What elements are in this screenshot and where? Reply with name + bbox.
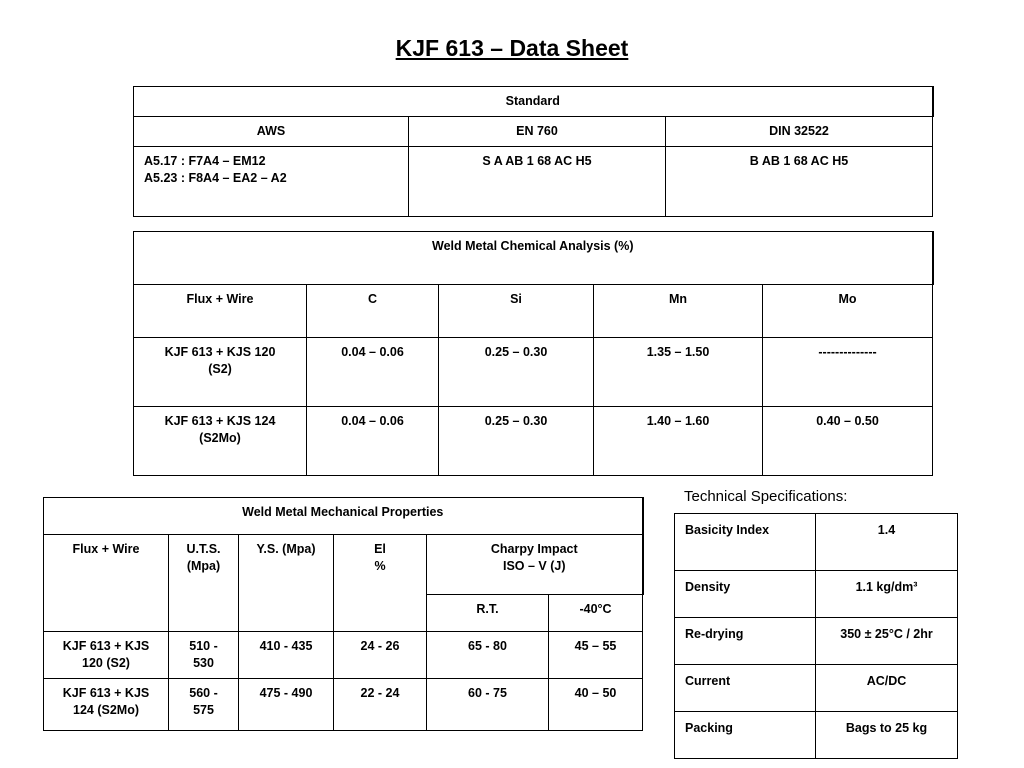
spec-value: 1.4: [816, 514, 958, 571]
si-column-header: Si: [439, 285, 594, 338]
flux-wire-cell: [44, 679, 169, 731]
spec-value: 1.1 kg/dm³: [816, 571, 958, 618]
spec-label: Re-drying: [675, 618, 816, 665]
en760-column-header: EN 760: [409, 117, 666, 147]
el-cell: 24 - 26: [334, 632, 427, 679]
table-row: [675, 571, 958, 618]
page-title: KJF 613 – Data Sheet: [395, 35, 629, 61]
table-row: [134, 338, 933, 407]
flux-wire-cell: [134, 338, 307, 407]
chemical-header: Weld Metal Chemical Analysis (%): [134, 232, 933, 285]
technical-specifications-heading: Technical Specifications:: [684, 488, 848, 505]
ys-column-header: Y.S. (Mpa): [239, 535, 334, 632]
mn-column-header: Mn: [594, 285, 763, 338]
spec-label: Density: [675, 571, 816, 618]
mo-column-header: Mo: [763, 285, 933, 338]
el-unit: %: [374, 559, 386, 573]
table-row: [675, 514, 958, 571]
spec-value: AC/DC: [816, 665, 958, 712]
rt-cell: 65 - 80: [427, 632, 549, 679]
uts-label: U.T.S.: [186, 542, 221, 556]
c-cell: 0.04 – 0.06: [307, 338, 439, 407]
combo-line: 124 (S2Mo): [73, 703, 139, 717]
minus40-cell: 45 – 55: [549, 632, 643, 679]
spec-label: Basicity Index: [675, 514, 816, 571]
si-cell: 0.25 – 0.30: [439, 407, 594, 476]
minus40-cell: 40 – 50: [549, 679, 643, 731]
flux-wire-cell: [44, 632, 169, 679]
combo-line: (S2Mo): [199, 431, 241, 445]
combo-line: (S2): [208, 362, 232, 376]
en760-value: S A AB 1 68 AC H5: [409, 147, 666, 217]
mn-cell: 1.35 – 1.50: [594, 338, 763, 407]
si-cell: 0.25 – 0.30: [439, 338, 594, 407]
charpy-column-header: [427, 535, 643, 595]
spec-label: Current: [675, 665, 816, 712]
el-label: El: [374, 542, 386, 556]
mo-cell: --------------: [763, 338, 933, 407]
flux-wire-cell: [134, 407, 307, 476]
mechanical-header: Weld Metal Mechanical Properties: [44, 498, 643, 535]
uts-line: 575: [193, 703, 214, 717]
din-column-header: DIN 32522: [666, 117, 933, 147]
c-cell: 0.04 – 0.06: [307, 407, 439, 476]
c-column-header: C: [307, 285, 439, 338]
aws-value-cell: [134, 147, 409, 217]
el-column-header: [334, 535, 427, 632]
rt-cell: 60 - 75: [427, 679, 549, 731]
combo-line: KJF 613 + KJS: [62, 639, 150, 653]
aws-line: A5.17 : F7A4 – EM12: [144, 154, 266, 168]
technical-specifications-table: [674, 513, 958, 759]
table-row: [44, 679, 643, 731]
uts-cell: [169, 679, 239, 731]
flux-wire-column-header: Flux + Wire: [134, 285, 307, 338]
standard-header: Standard: [134, 87, 933, 117]
rt-column-header: R.T.: [427, 595, 549, 632]
mechanical-properties-table: [43, 497, 644, 731]
mn-cell: 1.40 – 1.60: [594, 407, 763, 476]
uts-unit: (Mpa): [186, 559, 221, 573]
table-row: [675, 665, 958, 712]
combo-line: KJF 613 + KJS: [62, 686, 150, 700]
standard-table: [133, 86, 934, 217]
charpy-label: Charpy Impact: [490, 542, 578, 556]
combo-line: 120 (S2): [82, 656, 130, 670]
uts-line: 530: [193, 656, 214, 670]
spec-value: Bags to 25 kg: [816, 712, 958, 759]
mo-cell: 0.40 – 0.50: [763, 407, 933, 476]
table-row: [675, 618, 958, 665]
table-row: [675, 712, 958, 759]
combo-line: KJF 613 + KJS 120: [164, 345, 276, 359]
uts-column-header: [169, 535, 239, 632]
table-row: [134, 407, 933, 476]
flux-wire-column-header: Flux + Wire: [44, 535, 169, 632]
aws-column-header: AWS: [134, 117, 409, 147]
combo-line: KJF 613 + KJS 124: [164, 414, 276, 428]
uts-line: 560 -: [189, 686, 218, 700]
aws-line: A5.23 : F8A4 – EA2 – A2: [144, 171, 287, 185]
chemical-analysis-table: [133, 231, 934, 476]
uts-line: 510 -: [189, 639, 218, 653]
el-cell: 22 - 24: [334, 679, 427, 731]
din-value: B AB 1 68 AC H5: [666, 147, 933, 217]
ys-cell: 410 - 435: [239, 632, 334, 679]
ys-cell: 475 - 490: [239, 679, 334, 731]
spec-label: Packing: [675, 712, 816, 759]
charpy-unit: ISO – V (J): [503, 559, 566, 573]
table-row: [44, 632, 643, 679]
minus40-column-header: -40°C: [549, 595, 643, 632]
spec-value: 350 ± 25°C / 2hr: [816, 618, 958, 665]
uts-cell: [169, 632, 239, 679]
